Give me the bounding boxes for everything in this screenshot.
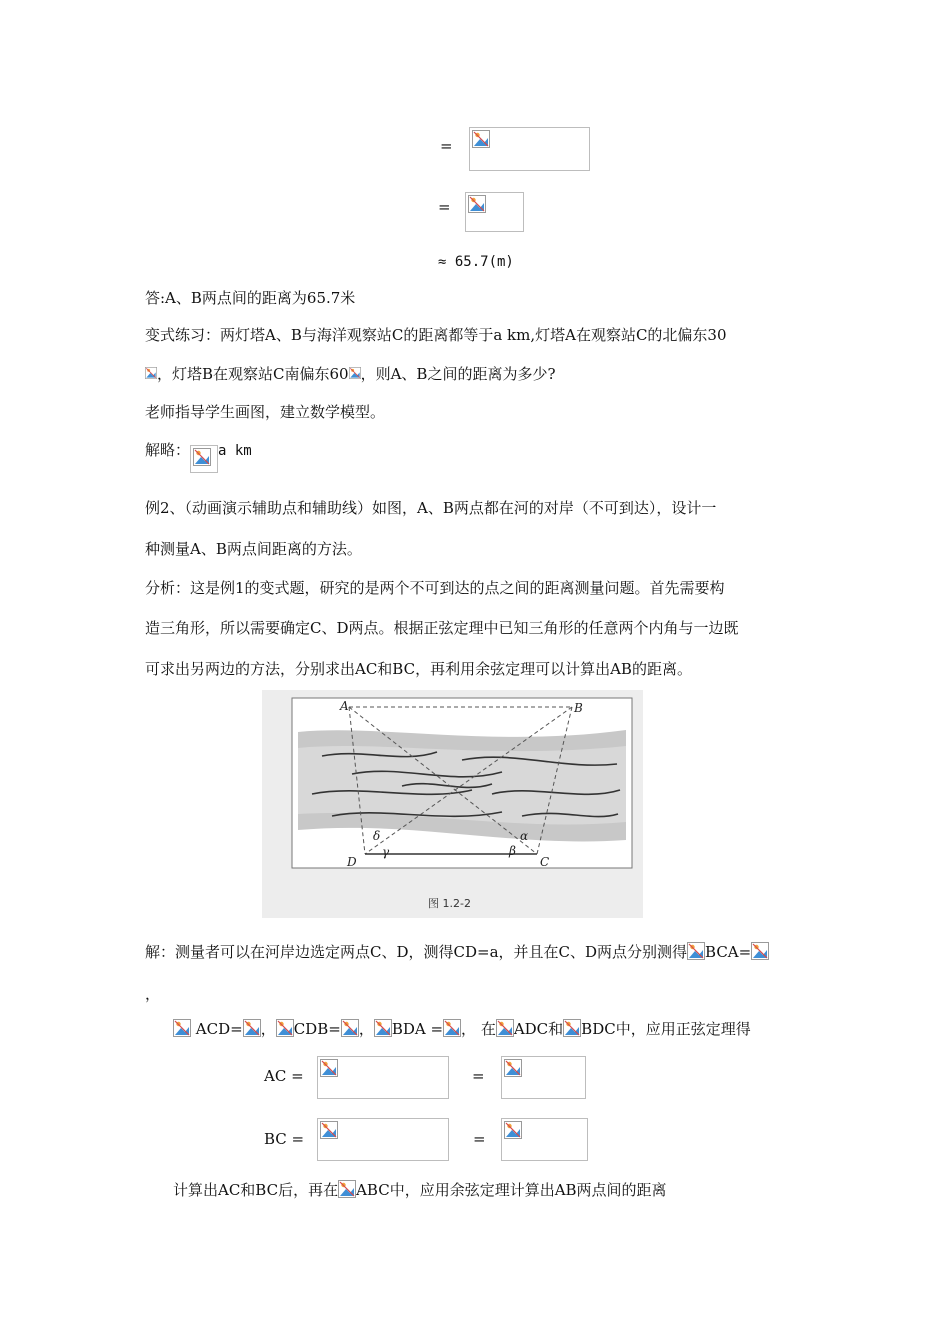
bc-equals: = bbox=[473, 1130, 486, 1148]
river-diagram bbox=[262, 690, 643, 918]
broken-image-icon bbox=[349, 364, 361, 382]
approx-result: ≈ 65.7(m) bbox=[438, 254, 514, 270]
broken-image-icon bbox=[472, 130, 490, 148]
formula-image-2 bbox=[465, 192, 524, 232]
broken-image-icon bbox=[563, 1019, 581, 1037]
formula-image-3 bbox=[190, 445, 218, 473]
answer-text: 答:A、B两点间的距离为65.7米 bbox=[145, 289, 356, 307]
broken-image-icon bbox=[468, 195, 486, 213]
broken-image-icon bbox=[504, 1121, 522, 1139]
analysis-line2: 造三角形，所以需要确定C、D两点。根据正弦定理中已知三角形的任意两个内角与一边既 bbox=[145, 619, 739, 637]
angle-gamma-label: γ bbox=[382, 845, 390, 859]
angle-alpha-label: α bbox=[520, 829, 529, 843]
solution-line2: ACD= ， CDB= ， BDA = ， 在 ADC和 BDC中，应用正弦定理得 bbox=[173, 1019, 751, 1039]
analysis-line3: 可求出另两边的方法，分别求出AC和BC，再利用余弦定理可以计算出AB的距离。 bbox=[145, 660, 692, 678]
bc-formula-image-1 bbox=[317, 1118, 449, 1161]
broken-image-icon bbox=[173, 1019, 191, 1037]
solution-comma: ， bbox=[145, 985, 161, 1003]
broken-image-icon bbox=[243, 1019, 261, 1037]
bc-label: BC = bbox=[264, 1130, 305, 1148]
river-diagram-figure bbox=[262, 690, 643, 918]
broken-image-icon bbox=[276, 1019, 294, 1037]
formula-image-1 bbox=[469, 127, 590, 171]
point-c-label: C bbox=[540, 855, 550, 869]
example2-line1: 例2、（动画演示辅助点和辅助线）如图，A、B两点都在河的对岸（不可到达），设计一 bbox=[145, 499, 717, 517]
solution-brief: 解略： a km bbox=[145, 440, 252, 473]
figure-caption: 图 1.2-2 bbox=[428, 897, 471, 910]
ac-equals: = bbox=[472, 1067, 485, 1085]
angle-beta-label: β bbox=[509, 844, 516, 858]
broken-image-icon bbox=[338, 1180, 356, 1198]
point-d-label: D bbox=[347, 855, 357, 869]
equals-sign-2: = bbox=[438, 198, 451, 216]
example2-line2: 种测量A、B两点间距离的方法。 bbox=[145, 540, 362, 558]
broken-image-icon bbox=[443, 1019, 461, 1037]
teacher-guidance: 老师指导学生画图，建立数学模型。 bbox=[145, 403, 386, 421]
broken-image-icon bbox=[193, 448, 211, 466]
broken-image-icon bbox=[341, 1019, 359, 1037]
ac-label: AC = bbox=[264, 1067, 304, 1085]
broken-image-icon bbox=[496, 1019, 514, 1037]
solution-line1: 解：测量者可以在河岸边选定两点C、D，测得CD=a，并且在C、D两点分别测得 BCA= bbox=[145, 942, 769, 962]
bc-formula-image-2 bbox=[501, 1118, 588, 1161]
broken-image-icon bbox=[320, 1059, 338, 1077]
point-a-label: A bbox=[340, 699, 349, 713]
broken-image-icon bbox=[320, 1121, 338, 1139]
point-b-label: B bbox=[574, 701, 583, 715]
broken-image-icon bbox=[145, 364, 157, 382]
broken-image-icon bbox=[374, 1019, 392, 1037]
equals-sign-1: = bbox=[440, 137, 453, 155]
angle-delta-label: δ bbox=[373, 829, 381, 843]
broken-image-icon bbox=[751, 942, 769, 960]
analysis-line1: 分析：这是例1的变式题，研究的是两个不可到达的点之间的距离测量问题。首先需要构 bbox=[145, 579, 725, 597]
broken-image-icon bbox=[504, 1059, 522, 1077]
ac-formula-image-1 bbox=[317, 1056, 449, 1099]
variant-exercise-line2: ，灯塔B在观察站C南偏东60 ，则A、B之间的距离为多少? bbox=[145, 364, 556, 384]
variant-exercise-line1: 变式练习：两灯塔A、B与海洋观察站C的距离都等于a km,灯塔A在观察站C的北偏东30 bbox=[145, 326, 727, 344]
broken-image-icon bbox=[687, 942, 705, 960]
ac-formula-image-2 bbox=[501, 1056, 586, 1099]
final-line: 计算出AC和BC后，再在 ABC中，应用余弦定理计算出AB两点间的距离 bbox=[173, 1181, 667, 1199]
